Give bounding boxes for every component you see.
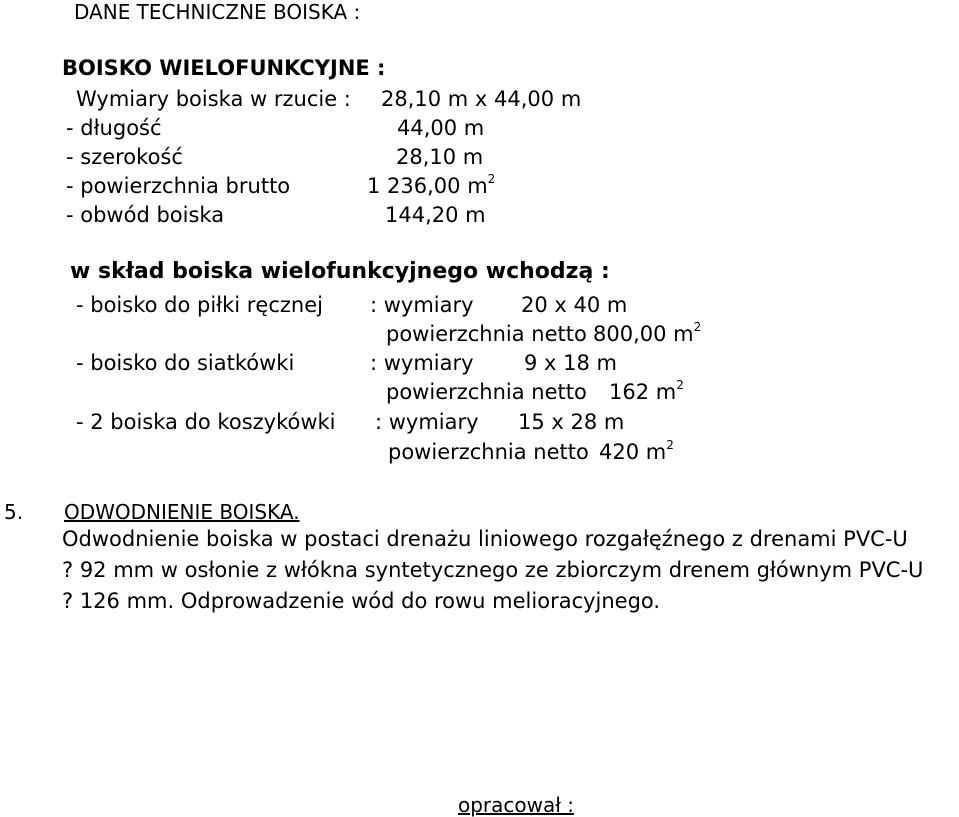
- handball-dims-label: : wymiary: [370, 293, 474, 317]
- composition-heading: w skład boiska wielofunkcyjnego wchodzą :: [70, 259, 610, 284]
- volleyball-name: - boisko do siatkówki: [76, 351, 295, 375]
- section-number: 5.: [4, 500, 24, 524]
- volleyball-area-label: powierzchnia netto: [386, 380, 587, 404]
- length-value: 44,00 m: [397, 116, 485, 140]
- drainage-heading: ODWODNIENIE BOISKA.: [64, 500, 300, 524]
- drainage-line-3: ? 126 mm. Odprowadzenie wód do rowu melioracyjnego.: [62, 589, 661, 613]
- length-label: - długość: [66, 116, 162, 140]
- handball-dims-value: 20 x 40 m: [521, 293, 628, 317]
- basketball-name: - 2 boiska do koszykówki: [76, 410, 336, 434]
- dimensions-value: 28,10 m x 44,00 m: [381, 87, 582, 111]
- area-unit-superscript: 2: [487, 172, 496, 186]
- basketball-area-superscript: 2: [666, 438, 674, 452]
- handball-area-label: powierzchnia netto: [386, 322, 587, 346]
- area-value: 1 236,00 $m^2$: [367, 172, 496, 198]
- basketball-area-label: powierzchnia netto: [388, 440, 589, 464]
- volleyball-area-superscript: 2: [676, 378, 684, 392]
- perimeter-label: - obwód boiska: [66, 203, 225, 227]
- signature-label: opracował :: [458, 793, 575, 817]
- area-label: - powierzchnia brutto: [66, 174, 291, 198]
- volleyball-dims-value: 9 x 18 m: [524, 351, 617, 375]
- width-value: 28,10 m: [396, 145, 484, 169]
- handball-area-superscript: 2: [693, 320, 702, 334]
- drainage-line-1: Odwodnienie boiska w postaci drenażu liniowego rozgałęźnego z drenami PVC-U: [62, 527, 908, 551]
- basketball-dims-label: : wymiary: [375, 410, 479, 434]
- field-heading: BOISKO WIELOFUNKCYJNE :: [62, 56, 386, 80]
- volleyball-dims-label: : wymiary: [370, 351, 474, 375]
- document-title: DANE TECHNICZNE BOISKA :: [74, 0, 361, 24]
- handball-area-value: 800,00 $m^2$: [593, 320, 702, 346]
- dimensions-label: Wymiary boiska w rzucie :: [76, 87, 351, 111]
- basketball-dims-value: 15 x 28 m: [518, 410, 625, 434]
- perimeter-value: 144,20 m: [385, 203, 486, 227]
- drainage-line-2: ? 92 mm w osłonie z włókna syntetycznego ze zbiorczym drenem głównym PVC-U: [62, 558, 924, 582]
- handball-name: - boisko do piłki ręcznej: [76, 293, 323, 317]
- width-label: - szerokość: [66, 145, 183, 169]
- basketball-area-value: 420 $m^2$: [599, 438, 674, 464]
- volleyball-area-value: 162 $m^2$: [609, 378, 684, 404]
